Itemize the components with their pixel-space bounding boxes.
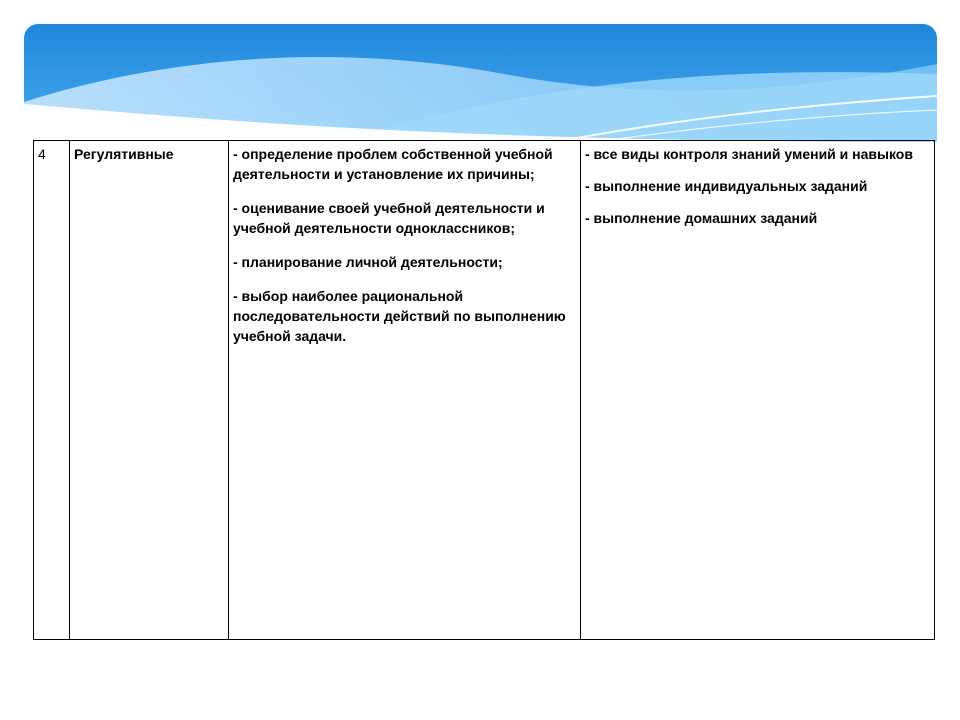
activity-item: - выбор наиболее рациональной последовательности действий по выполнению учебной задачи. [233, 288, 566, 344]
control-item: - выполнение домашних заданий [585, 210, 818, 226]
controls-cell [581, 141, 935, 640]
competency-table [33, 140, 935, 640]
control-item: - все виды контроля знаний умений и навыков [585, 146, 913, 162]
row-number-cell [34, 141, 70, 640]
control-item: - выполнение индивидуальных заданий [585, 178, 868, 194]
activity-item: - определение проблем собственной учебной деятельности и установление их причины; [233, 146, 553, 182]
activities-cell [229, 141, 581, 640]
competency-table-container [33, 140, 935, 640]
row-number: 4 [38, 146, 46, 162]
header-wave-banner [24, 24, 937, 144]
activity-item: - планирование личной деятельности; [233, 254, 503, 270]
category-cell [70, 141, 229, 640]
wave-graphic [24, 24, 937, 144]
category-label: Регулятивные [74, 146, 174, 162]
activity-item: - оценивание своей учебной деятельности и учебной деятельности одноклассников; [233, 200, 545, 236]
table-row [34, 141, 935, 640]
